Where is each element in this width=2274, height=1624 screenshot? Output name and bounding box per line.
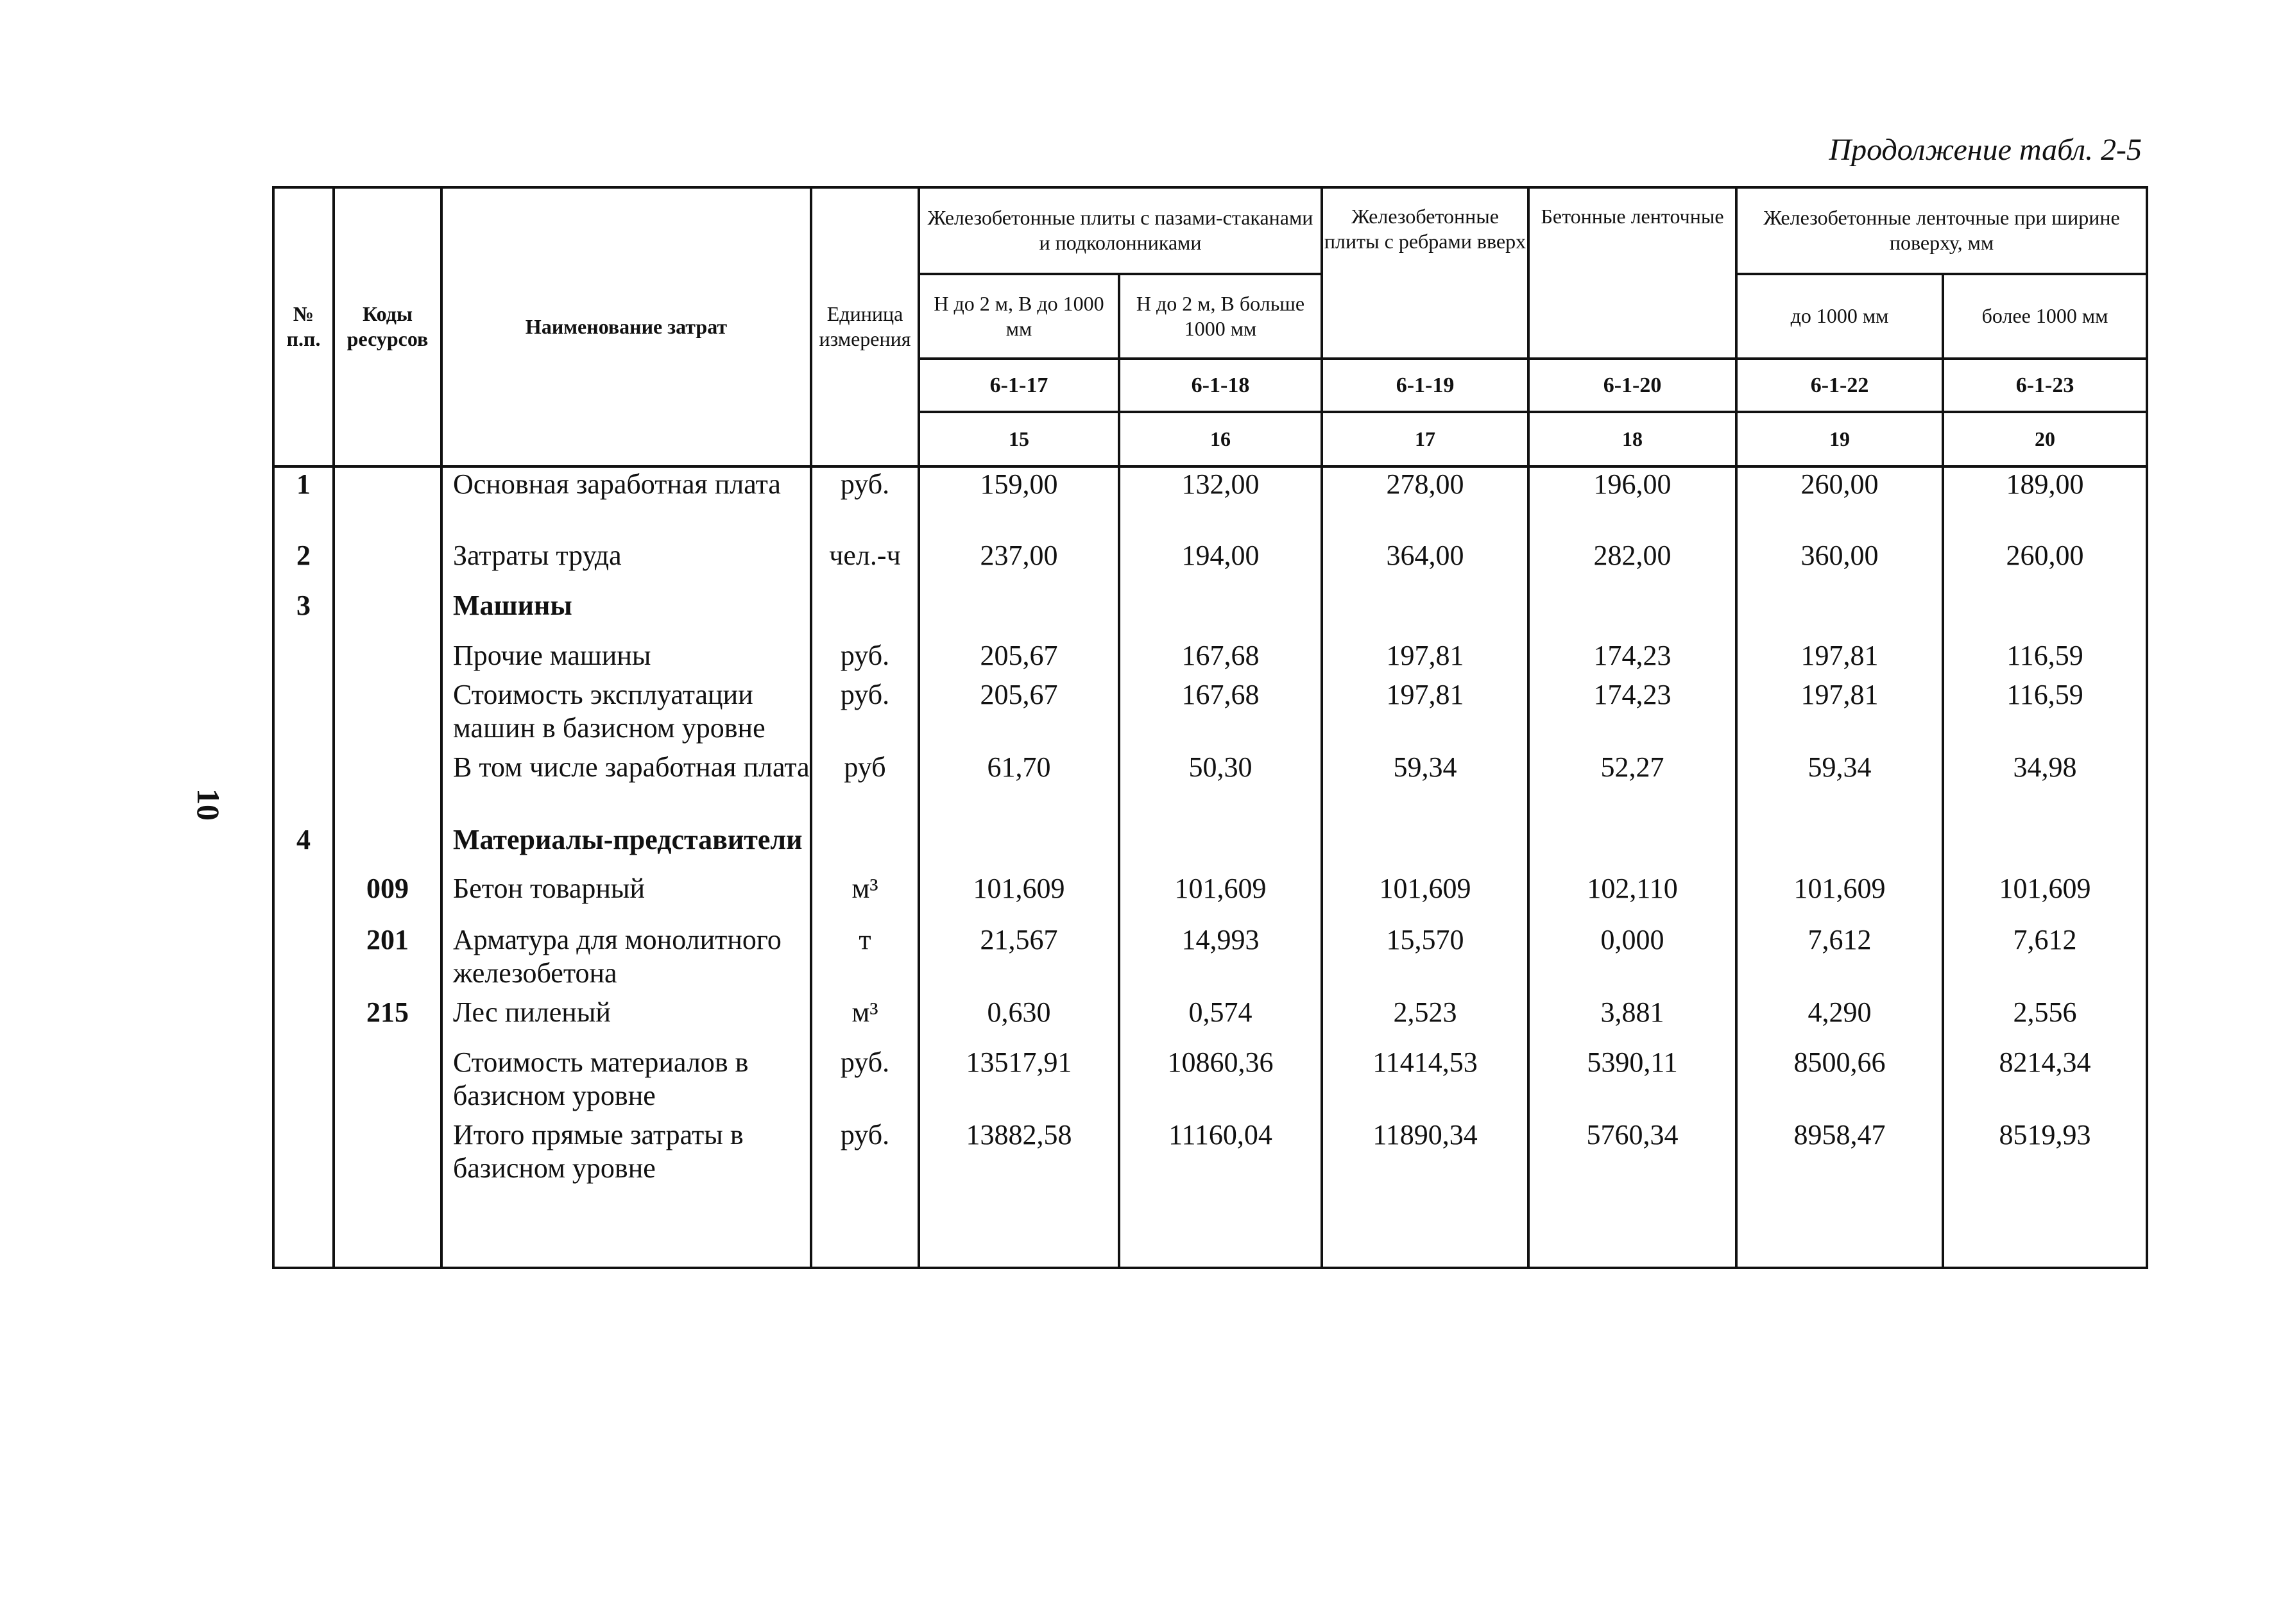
- value-cell: 101,609: [1119, 872, 1322, 923]
- header-no: № п.п.: [273, 187, 334, 466]
- resource-code: 215: [334, 996, 441, 1046]
- row-number: 1: [273, 466, 334, 539]
- unit: руб.: [811, 1118, 919, 1268]
- cost-name: Затраты труда: [441, 539, 811, 589]
- unit: т: [811, 923, 919, 996]
- value-cell: 167,68: [1119, 639, 1322, 678]
- row-number: 3: [273, 589, 334, 639]
- value-cell: 194,00: [1119, 539, 1322, 589]
- table-row: [273, 589, 2147, 639]
- table-row: [273, 823, 2147, 872]
- table-row: [273, 923, 2147, 996]
- row-number: [273, 996, 334, 1046]
- value-cell: 13882,58: [919, 1118, 1119, 1268]
- value-cell: 101,609: [1736, 872, 1943, 923]
- value-cell: 8958,47: [1736, 1118, 1943, 1268]
- column-number: 20: [1943, 412, 2147, 466]
- table-row: [273, 678, 2147, 751]
- cost-name: Арматура для монолитного железобетона: [441, 923, 811, 996]
- resource-code: [334, 823, 441, 872]
- value-cell: 2,523: [1322, 996, 1528, 1046]
- resource-code: [334, 678, 441, 751]
- value-cell: 197,81: [1736, 678, 1943, 751]
- value-cell: 8500,66: [1736, 1046, 1943, 1118]
- value-cell: 197,81: [1322, 678, 1528, 751]
- resource-code: [334, 751, 441, 823]
- row-number: [273, 751, 334, 823]
- value-cell: 237,00: [919, 539, 1119, 589]
- row-number: [273, 1046, 334, 1118]
- value-cell: [1943, 589, 2147, 639]
- code-cell: 6-1-18: [1119, 359, 1322, 412]
- column-number: 15: [919, 412, 1119, 466]
- unit: м³: [811, 872, 919, 923]
- value-cell: [1119, 823, 1322, 872]
- code-cell: 6-1-17: [919, 359, 1119, 412]
- table-caption: Продолжение табл. 2-5: [1829, 133, 2142, 167]
- table-row: [273, 1046, 2147, 1118]
- cost-name: Бетон товарный: [441, 872, 811, 923]
- value-cell: 196,00: [1528, 466, 1736, 539]
- unit: руб.: [811, 1046, 919, 1118]
- unit: руб.: [811, 639, 919, 678]
- value-cell: 11414,53: [1322, 1046, 1528, 1118]
- value-cell: 101,609: [1943, 872, 2147, 923]
- value-cell: 8214,34: [1943, 1046, 2147, 1118]
- value-cell: 205,67: [919, 639, 1119, 678]
- code-cell: 6-1-19: [1322, 359, 1528, 412]
- value-cell: [1322, 823, 1528, 872]
- header-codes: Коды ресурсов: [334, 187, 441, 466]
- value-cell: 278,00: [1322, 466, 1528, 539]
- header-sub-h2-bmore1000: Н до 2 м, В больше 1000 мм: [1119, 274, 1322, 359]
- value-cell: 4,290: [1736, 996, 1943, 1046]
- code-cell: 6-1-20: [1528, 359, 1736, 412]
- cost-name: В том числе заработная плата: [441, 751, 811, 823]
- code-cell: 6-1-22: [1736, 359, 1943, 412]
- value-cell: 10860,36: [1119, 1046, 1322, 1118]
- table-row: [273, 639, 2147, 678]
- value-cell: 360,00: [1736, 539, 1943, 589]
- value-cell: 7,612: [1943, 923, 2147, 996]
- header-name: Наименование затрат: [441, 187, 811, 466]
- value-cell: 116,59: [1943, 639, 2147, 678]
- resource-code: [334, 466, 441, 539]
- header-group-slabs-sockets: Железобетонные плиты с пазами-стаканами и подколонниками: [919, 187, 1322, 274]
- header-sub-more-1000: более 1000 мм: [1943, 274, 2147, 359]
- value-cell: 260,00: [1736, 466, 1943, 539]
- cost-name: Прочие машины: [441, 639, 811, 678]
- resource-code: 201: [334, 923, 441, 996]
- resource-code: 009: [334, 872, 441, 923]
- header-ribbed-slabs: Железобетонные плиты с ребрами вверх: [1322, 187, 1528, 359]
- unit: м³: [811, 996, 919, 1046]
- value-cell: [1528, 823, 1736, 872]
- value-cell: [1736, 823, 1943, 872]
- cost-table: [272, 186, 2148, 1269]
- cost-name: Лес пиленый: [441, 996, 811, 1046]
- value-cell: 0,000: [1528, 923, 1736, 996]
- value-cell: [919, 823, 1119, 872]
- value-cell: 260,00: [1943, 539, 2147, 589]
- value-cell: 13517,91: [919, 1046, 1119, 1118]
- value-cell: 7,612: [1736, 923, 1943, 996]
- cost-name: Материалы-представители: [441, 823, 811, 872]
- table-row: [273, 996, 2147, 1046]
- value-cell: [1119, 589, 1322, 639]
- column-number: 18: [1528, 412, 1736, 466]
- value-cell: 61,70: [919, 751, 1119, 823]
- value-cell: 132,00: [1119, 466, 1322, 539]
- value-cell: 0,574: [1119, 996, 1322, 1046]
- cost-name: Основная заработная плата: [441, 466, 811, 539]
- cost-name: Стоимость материалов в базисном уровне: [441, 1046, 811, 1118]
- value-cell: [919, 589, 1119, 639]
- value-cell: 205,67: [919, 678, 1119, 751]
- unit: чел.-ч: [811, 539, 919, 589]
- value-cell: 167,68: [1119, 678, 1322, 751]
- resource-code: [334, 589, 441, 639]
- header-concrete-strip: Бетонные ленточные: [1528, 187, 1736, 359]
- value-cell: 52,27: [1528, 751, 1736, 823]
- row-number: [273, 872, 334, 923]
- unit: руб: [811, 751, 919, 823]
- row-number: 4: [273, 823, 334, 872]
- value-cell: 197,81: [1736, 639, 1943, 678]
- row-number: [273, 1118, 334, 1268]
- unit: руб.: [811, 466, 919, 539]
- value-cell: 3,881: [1528, 996, 1736, 1046]
- row-number: [273, 923, 334, 996]
- header-group-strip: Железобетонные ленточные при ширине поверху, мм: [1736, 187, 2147, 274]
- value-cell: 2,556: [1943, 996, 2147, 1046]
- value-cell: 59,34: [1736, 751, 1943, 823]
- value-cell: 11890,34: [1322, 1118, 1528, 1268]
- value-cell: 14,993: [1119, 923, 1322, 996]
- page-number: 10: [191, 789, 227, 821]
- value-cell: [1322, 589, 1528, 639]
- table-row: [273, 872, 2147, 923]
- resource-code: [334, 539, 441, 589]
- cost-name: Итого прямые затраты в базисном уровне: [441, 1118, 811, 1268]
- value-cell: 101,609: [1322, 872, 1528, 923]
- value-cell: 174,23: [1528, 639, 1736, 678]
- header-sub-h2-b1000: Н до 2 м, В до 1000 мм: [919, 274, 1119, 359]
- value-cell: 5390,11: [1528, 1046, 1736, 1118]
- table-row: [273, 539, 2147, 589]
- value-cell: 197,81: [1322, 639, 1528, 678]
- column-number: 17: [1322, 412, 1528, 466]
- value-cell: 159,00: [919, 466, 1119, 539]
- value-cell: 15,570: [1322, 923, 1528, 996]
- value-cell: 101,609: [919, 872, 1119, 923]
- value-cell: 102,110: [1528, 872, 1736, 923]
- value-cell: 0,630: [919, 996, 1119, 1046]
- column-number: 19: [1736, 412, 1943, 466]
- value-cell: 59,34: [1322, 751, 1528, 823]
- value-cell: 50,30: [1119, 751, 1322, 823]
- value-cell: 364,00: [1322, 539, 1528, 589]
- row-number: [273, 678, 334, 751]
- value-cell: 8519,93: [1943, 1118, 2147, 1268]
- value-cell: 11160,04: [1119, 1118, 1322, 1268]
- unit: [811, 589, 919, 639]
- column-number: 16: [1119, 412, 1322, 466]
- value-cell: 174,23: [1528, 678, 1736, 751]
- cost-name: Машины: [441, 589, 811, 639]
- value-cell: [1528, 589, 1736, 639]
- value-cell: 21,567: [919, 923, 1119, 996]
- value-cell: [1736, 589, 1943, 639]
- row-number: 2: [273, 539, 334, 589]
- unit: [811, 823, 919, 872]
- resource-code: [334, 1046, 441, 1118]
- resource-code: [334, 639, 441, 678]
- cost-name: Стоимость эксплуатации машин в базисном уровне: [441, 678, 811, 751]
- value-cell: 282,00: [1528, 539, 1736, 589]
- value-cell: [1943, 823, 2147, 872]
- code-cell: 6-1-23: [1943, 359, 2147, 412]
- table-row: [273, 1118, 2147, 1268]
- value-cell: 116,59: [1943, 678, 2147, 751]
- unit: руб.: [811, 678, 919, 751]
- resource-code: [334, 1118, 441, 1268]
- value-cell: 5760,34: [1528, 1118, 1736, 1268]
- table-row: [273, 466, 2147, 539]
- table-row: [273, 751, 2147, 823]
- header-unit: Единица измерения: [811, 187, 919, 466]
- header-sub-upto-1000: до 1000 мм: [1736, 274, 1943, 359]
- value-cell: 34,98: [1943, 751, 2147, 823]
- value-cell: 189,00: [1943, 466, 2147, 539]
- row-number: [273, 639, 334, 678]
